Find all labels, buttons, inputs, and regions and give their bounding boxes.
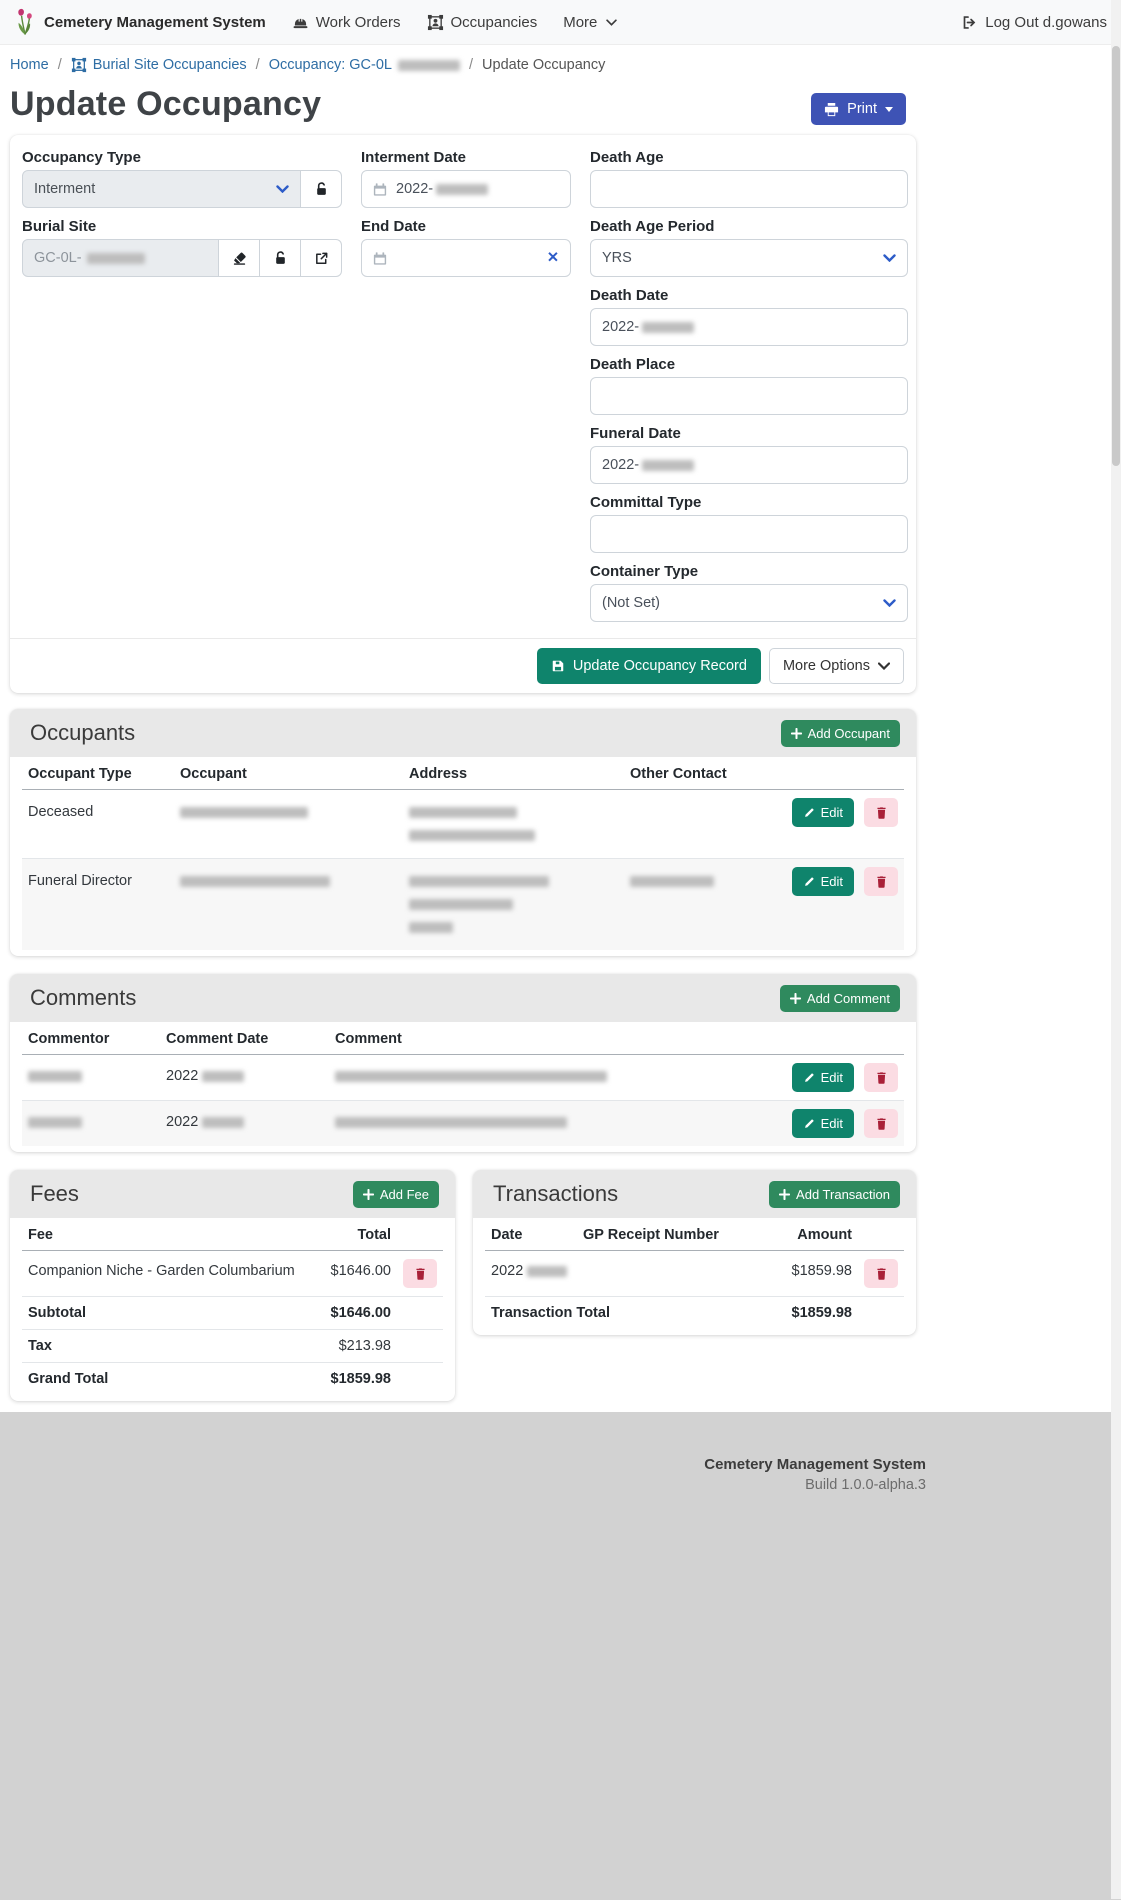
death-place-label: Death Place bbox=[590, 356, 676, 373]
clear-end-date-icon[interactable]: ✕ bbox=[546, 250, 559, 266]
plus-icon bbox=[779, 1189, 790, 1200]
add-fee-button[interactable] bbox=[353, 1181, 439, 1208]
comment-date-prefix: 2022 bbox=[166, 1114, 199, 1130]
occupancy-type-select[interactable] bbox=[22, 170, 301, 208]
interment-date-field bbox=[361, 149, 571, 208]
transaction-amount: $1859.98 bbox=[766, 1251, 858, 1297]
transactions-header bbox=[473, 1170, 916, 1218]
col-comment-date: Comment Date bbox=[160, 1022, 329, 1055]
external-link-icon bbox=[314, 251, 329, 266]
add-fee-label: Add Fee bbox=[379, 1186, 429, 1202]
edit-comment-button[interactable] bbox=[792, 1109, 854, 1138]
occupant-row bbox=[22, 859, 904, 951]
funeral-date-label: Funeral Date bbox=[590, 425, 681, 442]
fees-subtotal-row bbox=[22, 1297, 443, 1330]
committal-type-input[interactable] bbox=[590, 515, 908, 553]
transaction-total-label: Transaction Total bbox=[491, 1305, 610, 1321]
tax-label: Tax bbox=[22, 1330, 313, 1363]
death-age-period-label: Death Age Period bbox=[590, 218, 715, 235]
nav-work-orders-label: Work Orders bbox=[315, 13, 401, 31]
redacted-text bbox=[202, 1071, 244, 1082]
edit-comment-label: Edit bbox=[820, 1116, 843, 1131]
breadcrumb-burial-site-occupancies[interactable] bbox=[71, 57, 247, 73]
open-burial-site-button[interactable] bbox=[301, 239, 342, 277]
col-actions bbox=[784, 1022, 904, 1055]
add-comment-label: Add Comment bbox=[806, 990, 890, 1006]
more-options-button[interactable] bbox=[769, 648, 904, 684]
delete-occupant-button[interactable] bbox=[864, 867, 898, 896]
redacted-text bbox=[409, 807, 517, 818]
pencil-icon bbox=[803, 1118, 815, 1130]
death-place-field bbox=[590, 356, 908, 415]
transactions-card bbox=[473, 1170, 916, 1335]
col-actions bbox=[397, 1218, 443, 1251]
breadcrumb-separator: / bbox=[469, 57, 474, 73]
footer-build-version: Build 1.0.0-alpha.3 bbox=[805, 1477, 926, 1493]
logout-label: Log Out d.gowans bbox=[985, 13, 1107, 31]
edit-occupant-button[interactable] bbox=[792, 798, 854, 827]
update-occupancy-record-button[interactable] bbox=[537, 648, 761, 684]
nav-occupancies-label: Occupancies bbox=[450, 13, 538, 31]
redacted-text bbox=[202, 1117, 244, 1128]
fee-total: $1646.00 bbox=[313, 1251, 397, 1297]
redacted-text bbox=[409, 922, 453, 933]
interment-date-input[interactable] bbox=[361, 170, 571, 208]
update-occupancy-record-label: Update Occupancy Record bbox=[572, 658, 747, 674]
redacted-text bbox=[642, 322, 694, 333]
redacted-text bbox=[28, 1071, 82, 1082]
more-options-label: More Options bbox=[782, 658, 870, 674]
subtotal-label: Subtotal bbox=[22, 1297, 313, 1330]
page-footer bbox=[0, 1412, 1121, 1900]
calendar-icon bbox=[373, 251, 387, 266]
fee-name: Companion Niche - Garden Columbarium bbox=[22, 1251, 313, 1297]
occupancy-type-value: Interment bbox=[34, 181, 96, 197]
redacted-text bbox=[335, 1071, 607, 1082]
death-date-value-prefix: 2022- bbox=[602, 319, 640, 335]
unlock-occupancy-type-button[interactable] bbox=[301, 170, 342, 208]
container-type-value: (Not Set) bbox=[602, 595, 661, 611]
breadcrumb-current: Update Occupancy bbox=[482, 57, 606, 73]
breadcrumb-separator: / bbox=[255, 57, 260, 73]
occupant-row bbox=[22, 790, 904, 859]
add-occupant-label: Add Occupant bbox=[807, 725, 890, 741]
trash-icon bbox=[414, 1267, 427, 1281]
container-type-select[interactable] bbox=[590, 584, 908, 622]
transactions-table bbox=[485, 1218, 904, 1329]
transactions-title: Transactions bbox=[493, 1181, 619, 1206]
comments-title: Comments bbox=[30, 985, 137, 1010]
redacted-text bbox=[87, 253, 145, 264]
fees-tax-row bbox=[22, 1330, 443, 1363]
funeral-date-value-prefix: 2022- bbox=[602, 457, 640, 473]
chevron-down-icon bbox=[883, 254, 896, 262]
chevron-down-icon bbox=[878, 662, 890, 670]
eraser-icon bbox=[232, 251, 247, 266]
redacted-text bbox=[409, 830, 535, 841]
delete-transaction-button[interactable] bbox=[864, 1259, 898, 1288]
breadcrumb bbox=[0, 45, 1121, 79]
end-date-label: End Date bbox=[361, 218, 427, 235]
plus-icon bbox=[790, 993, 801, 1004]
occupant-type-cell: Funeral Director bbox=[22, 859, 174, 951]
death-date-field bbox=[590, 287, 908, 346]
col-occupant: Occupant bbox=[174, 757, 403, 790]
nav-more-label: More bbox=[563, 13, 598, 31]
redacted-text bbox=[180, 807, 308, 818]
grand-total-value: $1859.98 bbox=[330, 1371, 391, 1387]
breadcrumb-occupancy-label: Occupancy: GC-0L bbox=[268, 57, 392, 73]
col-total: Total bbox=[313, 1218, 397, 1251]
add-occupant-button[interactable] bbox=[781, 720, 900, 747]
funeral-date-field bbox=[590, 425, 908, 484]
burial-site-field bbox=[22, 218, 342, 277]
burial-site-label: Burial Site bbox=[22, 218, 97, 235]
edit-occupant-button[interactable] bbox=[792, 867, 854, 896]
edit-comment-label: Edit bbox=[820, 1070, 843, 1085]
col-fee: Fee bbox=[22, 1218, 313, 1251]
print-label: Print bbox=[847, 101, 877, 117]
occupancy-form-card bbox=[10, 135, 916, 693]
redacted-text bbox=[436, 184, 488, 195]
sign-out-icon bbox=[961, 15, 977, 30]
breadcrumb-separator: / bbox=[57, 57, 62, 73]
comments-card bbox=[10, 974, 916, 1152]
delete-comment-button[interactable] bbox=[864, 1063, 898, 1092]
edit-comment-button[interactable] bbox=[792, 1063, 854, 1092]
col-amount: Amount bbox=[766, 1218, 858, 1251]
occupants-card bbox=[10, 709, 916, 956]
pencil-icon bbox=[803, 1072, 815, 1084]
breadcrumb-burial-label: Burial Site Occupancies bbox=[92, 57, 247, 73]
print-button[interactable] bbox=[811, 93, 906, 125]
fee-row bbox=[22, 1251, 443, 1297]
occupants-header bbox=[10, 709, 916, 757]
death-age-period-select[interactable] bbox=[590, 239, 908, 277]
burial-site-value-prefix: GC-0L- bbox=[34, 250, 82, 266]
redacted-text bbox=[28, 1117, 82, 1128]
fees-header bbox=[10, 1170, 455, 1218]
comment-row bbox=[22, 1101, 904, 1147]
col-occupant-type: Occupant Type bbox=[22, 757, 174, 790]
save-icon bbox=[551, 659, 565, 673]
caret-down-icon bbox=[885, 107, 893, 112]
fees-grand-total-row bbox=[22, 1363, 443, 1396]
redacted-text bbox=[642, 460, 694, 471]
col-comment: Comment bbox=[329, 1022, 784, 1055]
occupancy-type-label: Occupancy Type bbox=[22, 149, 141, 166]
fees-table bbox=[22, 1218, 443, 1395]
plus-icon bbox=[363, 1189, 374, 1200]
comments-table bbox=[22, 1022, 904, 1146]
death-age-input[interactable] bbox=[590, 170, 908, 208]
comment-date-prefix: 2022 bbox=[166, 1068, 199, 1084]
nav-more[interactable] bbox=[563, 14, 617, 31]
occupancy-type-field bbox=[22, 149, 342, 208]
transaction-row bbox=[485, 1251, 904, 1297]
chevron-down-icon bbox=[606, 19, 617, 26]
logout-button[interactable] bbox=[961, 14, 1107, 31]
col-commentor: Commentor bbox=[22, 1022, 160, 1055]
interment-date-label: Interment Date bbox=[361, 149, 467, 166]
nav-work-orders[interactable] bbox=[292, 14, 401, 31]
scrollbar-thumb[interactable] bbox=[1112, 46, 1120, 466]
add-comment-button[interactable] bbox=[780, 985, 900, 1012]
delete-occupant-button[interactable] bbox=[864, 798, 898, 827]
pencil-icon bbox=[803, 876, 815, 888]
trash-icon bbox=[875, 1071, 888, 1085]
transaction-total-row bbox=[485, 1297, 904, 1330]
edit-occupant-label: Edit bbox=[820, 805, 843, 820]
col-receipt: GP Receipt Number bbox=[577, 1218, 766, 1251]
col-address: Address bbox=[403, 757, 624, 790]
calendar-icon bbox=[373, 182, 387, 197]
delete-comment-button[interactable] bbox=[864, 1109, 898, 1138]
top-navbar bbox=[0, 0, 1121, 45]
grand-total-label: Grand Total bbox=[28, 1371, 109, 1387]
add-transaction-label: Add Transaction bbox=[796, 1186, 890, 1202]
breadcrumb-home[interactable] bbox=[10, 57, 49, 73]
burial-site-input[interactable] bbox=[22, 239, 219, 277]
nav-occupancies[interactable] bbox=[427, 14, 538, 31]
unlock-icon bbox=[273, 250, 288, 266]
col-other-contact: Other Contact bbox=[624, 757, 784, 790]
death-age-label: Death Age bbox=[590, 149, 664, 166]
unlock-icon bbox=[314, 181, 329, 197]
committal-type-label: Committal Type bbox=[590, 494, 702, 511]
delete-fee-button[interactable] bbox=[403, 1259, 437, 1288]
app-title: Cemetery Management System bbox=[44, 13, 266, 31]
clear-burial-site-button[interactable] bbox=[219, 239, 260, 277]
transaction-total-value: $1859.98 bbox=[791, 1305, 852, 1321]
trash-icon bbox=[875, 875, 888, 889]
funeral-date-input[interactable] bbox=[590, 446, 908, 484]
breadcrumb-home-label: Home bbox=[10, 57, 49, 73]
end-date-input[interactable] bbox=[361, 239, 571, 277]
comment-row bbox=[22, 1055, 904, 1101]
death-place-input[interactable] bbox=[590, 377, 908, 415]
death-date-label: Death Date bbox=[590, 287, 669, 304]
death-age-period-field bbox=[590, 218, 908, 277]
redacted-text bbox=[180, 876, 330, 887]
col-date: Date bbox=[485, 1218, 577, 1251]
plus-icon bbox=[791, 728, 802, 739]
col-actions bbox=[784, 757, 904, 790]
breadcrumb-occupancy[interactable] bbox=[269, 57, 460, 73]
redacted-text bbox=[398, 60, 460, 71]
col-actions bbox=[858, 1218, 904, 1251]
interment-date-value-prefix: 2022- bbox=[396, 181, 434, 197]
redacted-text bbox=[409, 899, 513, 910]
death-age-field bbox=[590, 149, 908, 208]
chevron-down-icon bbox=[276, 185, 289, 193]
tulip-logo-icon bbox=[14, 7, 36, 37]
redacted-text bbox=[335, 1117, 567, 1128]
redacted-text bbox=[630, 876, 714, 887]
unlock-burial-site-button[interactable] bbox=[260, 239, 301, 277]
fees-title: Fees bbox=[30, 1181, 79, 1206]
edit-occupant-label: Edit bbox=[820, 874, 843, 889]
redacted-text bbox=[409, 876, 549, 887]
app-brand[interactable] bbox=[14, 7, 266, 37]
end-date-field bbox=[361, 218, 571, 277]
transaction-date-prefix: 2022 bbox=[491, 1263, 524, 1279]
death-age-period-value: YRS bbox=[602, 250, 632, 266]
occupants-table bbox=[22, 757, 904, 950]
container-type-label: Container Type bbox=[590, 563, 699, 580]
add-transaction-button[interactable] bbox=[769, 1181, 900, 1208]
pencil-icon bbox=[803, 807, 815, 819]
occupancy-frame-icon bbox=[71, 57, 87, 73]
page-title: Update Occupancy bbox=[10, 85, 322, 123]
container-type-field bbox=[590, 563, 908, 622]
trash-icon bbox=[875, 806, 888, 820]
comments-header bbox=[10, 974, 916, 1022]
fees-card bbox=[10, 1170, 455, 1401]
occupancy-frame-icon bbox=[427, 14, 444, 31]
trash-icon bbox=[875, 1117, 888, 1131]
occupant-type-cell: Deceased bbox=[22, 790, 174, 859]
chevron-down-icon bbox=[883, 599, 896, 607]
printer-icon bbox=[824, 102, 839, 117]
scrollbar-track[interactable] bbox=[1111, 0, 1121, 1899]
occupants-title: Occupants bbox=[30, 720, 136, 745]
tax-value: $213.98 bbox=[313, 1330, 397, 1363]
trash-icon bbox=[875, 1267, 888, 1281]
committal-type-field bbox=[590, 494, 908, 553]
death-date-input[interactable] bbox=[590, 308, 908, 346]
redacted-text bbox=[527, 1266, 567, 1277]
hard-hat-icon bbox=[292, 15, 309, 30]
subtotal-value: $1646.00 bbox=[313, 1297, 397, 1330]
footer-app-title: Cemetery Management System bbox=[704, 1456, 926, 1473]
